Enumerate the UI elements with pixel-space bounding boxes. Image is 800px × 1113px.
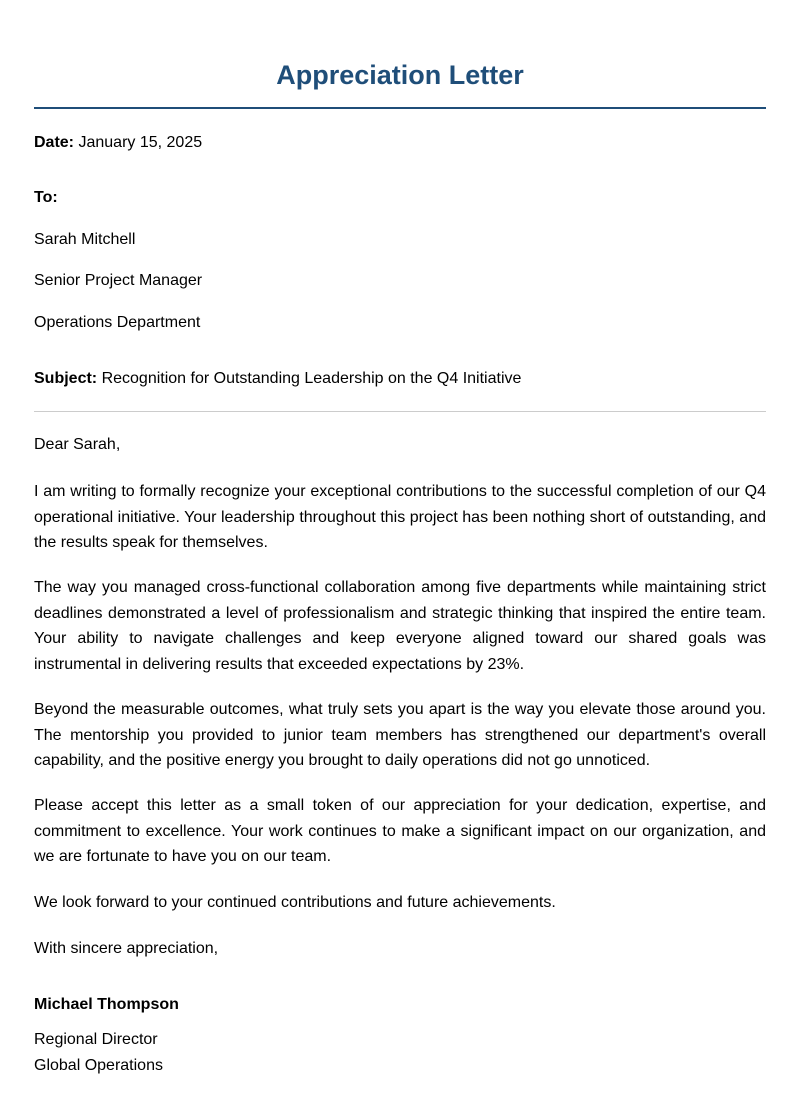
sender-name: Michael Thompson: [34, 996, 179, 1013]
body-paragraph-3: Beyond the measurable outcomes, what truly sets you apart is the way you elevate those around you. The mentorship you provided to junior team members has strengthened our department's overall capability, and the positive energy you brought to daily operations did not go unnoticed.: [34, 701, 766, 769]
recipient-department: Operations Department: [34, 314, 201, 331]
subject-value: Recognition for Outstanding Leadership on the Q4 Initiative: [101, 370, 522, 387]
body-paragraph-1: I am writing to formally recognize your exceptional contributions to the successful completion of our Q4 operational initiative. Your leadership throughout this project has been nothing short of outstanding, and the results speak for themselves.: [34, 483, 766, 551]
title-divider: [34, 107, 766, 109]
date-label: Date:: [34, 134, 75, 151]
sender-title: Regional Director: [34, 1031, 158, 1048]
subject-label: Subject:: [34, 370, 98, 387]
salutation: Dear Sarah,: [34, 436, 121, 453]
date-line: [34, 133, 202, 153]
letter-title: Appreciation Letter: [276, 60, 524, 90]
closing: With sincere appreciation,: [34, 940, 219, 957]
body-paragraph-2: The way you managed cross-functional collaboration among five departments while maintaining strict deadlines demonstrated a level of professionalism and strategic thinking that inspired the entire team. Your ability to navigate challenges and keep everyone aligned toward our shared goals was instrumental in delivering results that exceeded expectations by 23%.: [34, 579, 766, 673]
recipient-title: Senior Project Manager: [34, 272, 203, 289]
recipient-name: Sarah Mitchell: [34, 231, 136, 248]
section-divider: [34, 411, 766, 412]
date-value: January 15, 2025: [78, 134, 203, 151]
to-label: To:: [34, 189, 58, 206]
body-paragraph-4: Please accept this letter as a small token of our appreciation for your dedication, expertise, and commitment to excellence. Your work continues to make a significant impact on our organization, and we are fortunate to have you on our team.: [34, 797, 766, 865]
subject-line: [34, 369, 521, 389]
sender-organization: Global Operations: [34, 1057, 163, 1074]
body-paragraph-5: We look forward to your continued contributions and future achievements.: [34, 894, 556, 911]
